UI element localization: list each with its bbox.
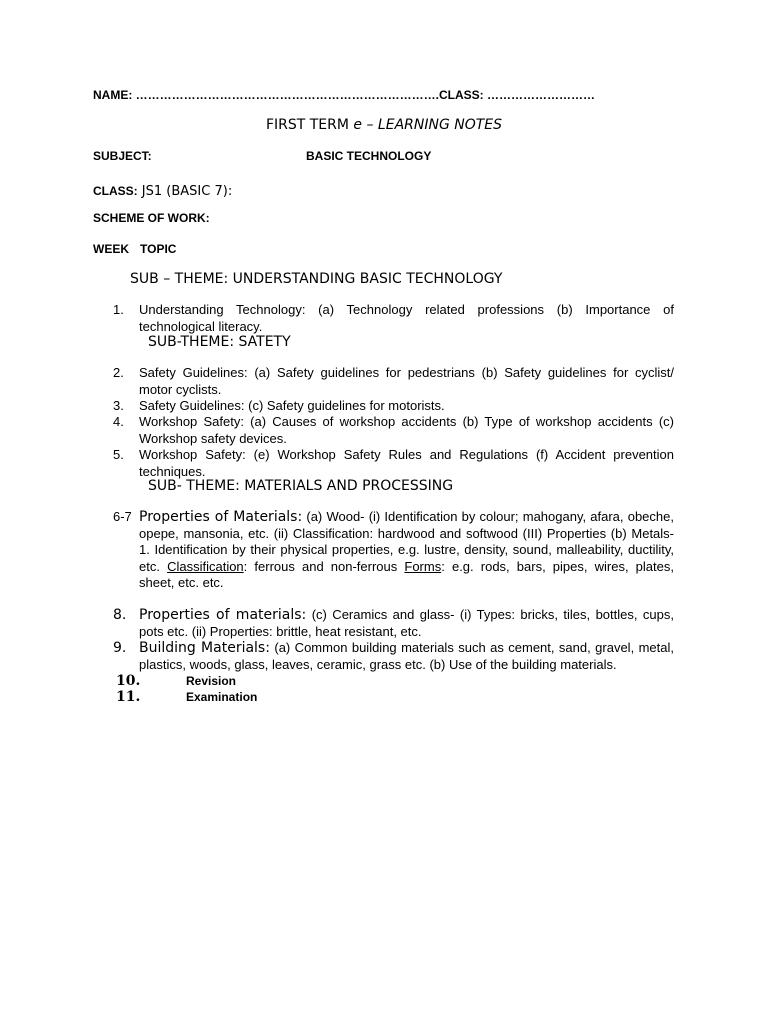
item-number: 4.: [113, 414, 124, 429]
document-title: [0, 117, 768, 133]
topic-label: TOPIC: [140, 242, 177, 256]
item-lead: Properties of Materials:: [139, 509, 303, 525]
item-number: 10.: [116, 673, 141, 689]
subject-value: BASIC TECHNOLOGY: [306, 149, 432, 163]
item-text-a: (a) Wood- (i) Identification by colour; mahogany, afara, obeche, opepe, mansonia, etc. (ii) Classification: hardwood and softwood (III) Properties (b) Metals- 1. Identification by their physical properties, e.g. lustre, density, sound, malleability, ductility, etc.: [139, 509, 674, 574]
item-text: Workshop Safety: (a) Causes of workshop accidents (b) Type of workshop accidents (c) Workshop safety devices.: [139, 414, 674, 446]
item-text: Understanding Technology: (a) Technology related professions (b) Importance of technological literacy.: [139, 302, 674, 334]
item-text: [139, 640, 674, 673]
item-body: (c) Ceramics and glass- (i) Types: bricks, tiles, bottles, cups, pots etc. (ii) Properties: brittle, heat resistant, etc.: [139, 607, 675, 639]
item-text-b: : ferrous and non-ferrous: [243, 558, 405, 574]
item-body: (a) Common building materials such as cement, sand, gravel, metal, plastics, woods, glass, leaves, ceramic, grass etc. (b) Use of the building materials.: [139, 640, 674, 672]
item-number: 1.: [113, 302, 124, 317]
item-number: 5.: [113, 447, 124, 462]
item-number: 6-7: [113, 509, 132, 524]
class-row: [93, 180, 232, 199]
class-value: JS1 (BASIC 7):: [137, 184, 233, 199]
item-number: 3.: [113, 398, 124, 413]
classification-term: Classification: [167, 558, 244, 574]
item-lead: Building Materials:: [139, 640, 270, 656]
examination-item: Examination: [186, 690, 258, 704]
title-italic: e – LEARNING NOTES: [353, 117, 503, 133]
list-item: [113, 447, 674, 480]
name-class-line: NAME: ………………………………………………………………….CLASS: ………………………: [93, 88, 595, 102]
item-text: Safety Guidelines: (c) Safety guidelines for motorists.: [139, 398, 445, 413]
title-main: FIRST TERM: [265, 117, 354, 133]
list-item: [113, 640, 674, 673]
week-label: WEEK: [93, 242, 129, 256]
list-item: [113, 509, 674, 592]
item-number: 8.: [113, 607, 127, 623]
item-number: 11.: [116, 689, 141, 705]
item-number: 9.: [113, 640, 127, 656]
item-text-c: : e.g. rods, bars, pipes, wires, plates, sheet, etc. etc.: [139, 558, 674, 590]
subject-label: SUBJECT:: [93, 149, 152, 163]
forms-term: Forms: [404, 558, 442, 574]
list-item: [113, 414, 674, 447]
list-item: [113, 398, 674, 415]
item-text: [139, 607, 674, 640]
subtheme-safety: SUB-THEME: SATETY: [148, 334, 291, 350]
item-lead: Properties of materials:: [139, 607, 307, 623]
revision-item: Revision: [186, 674, 237, 688]
subtheme-materials: SUB- THEME: MATERIALS AND PROCESSING: [148, 478, 454, 494]
subtheme-understanding: SUB – THEME: UNDERSTANDING BASIC TECHNOLOGY: [130, 271, 503, 287]
item-text: Safety Guidelines: (a) Safety guidelines for pedestrians (b) Safety guidelines for cyclist/ motor cyclists.: [139, 365, 674, 397]
list-item: [113, 302, 674, 335]
list-item: [113, 365, 674, 398]
item-number: 2.: [113, 365, 124, 380]
item-text: Workshop Safety: (e) Workshop Safety Rules and Regulations (f) Accident prevention techniques.: [139, 447, 674, 479]
scheme-of-work-label: SCHEME OF WORK:: [93, 211, 210, 225]
class-label: CLASS:: [93, 184, 138, 198]
item-text: [139, 509, 674, 592]
list-item: [113, 607, 674, 640]
